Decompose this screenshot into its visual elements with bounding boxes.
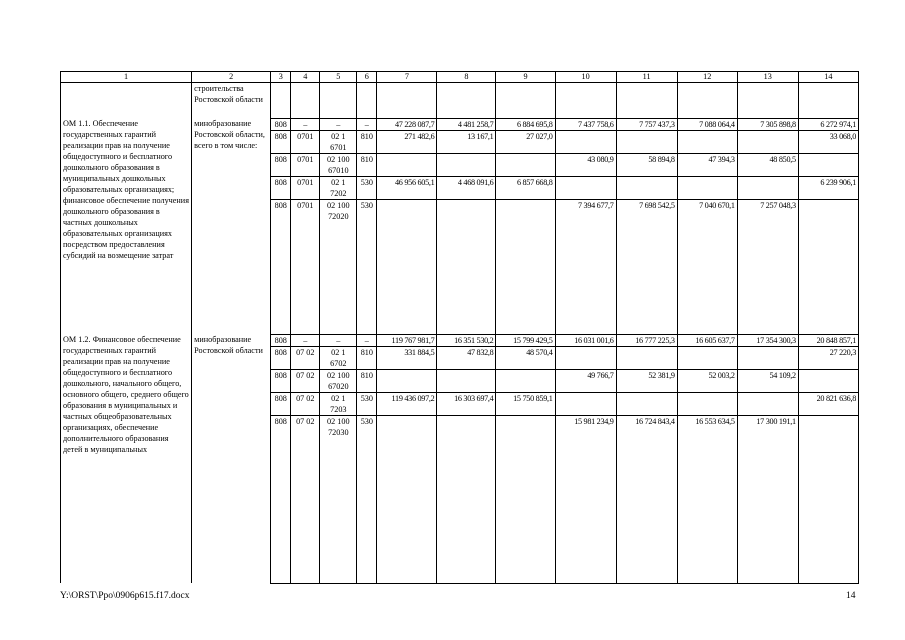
amount-cell xyxy=(377,153,437,176)
code-c3: 808 xyxy=(271,369,291,392)
amount-cell xyxy=(555,346,616,369)
code-c6: 810 xyxy=(357,130,377,153)
amount-cell xyxy=(737,176,798,199)
amount-cell: 4 468 091,6 xyxy=(437,176,496,199)
code-c4: 07 02 xyxy=(291,392,320,415)
code-c6: – xyxy=(357,334,377,346)
carry-over-row xyxy=(61,83,859,119)
column-header: 13 xyxy=(737,72,798,83)
amount-cell: 7 698 542,5 xyxy=(616,199,677,334)
amount-cell: 119 436 097,2 xyxy=(377,392,437,415)
amount-cell xyxy=(377,369,437,392)
code-c3: 808 xyxy=(271,415,291,583)
code-c4: 0701 xyxy=(291,130,320,153)
amount-cell xyxy=(798,415,858,583)
code-c6: 530 xyxy=(357,199,377,334)
amount-cell: 46 956 605,1 xyxy=(377,176,437,199)
footer-page-number: 14 xyxy=(846,591,856,601)
amount-cell: 7 040 670,1 xyxy=(677,199,737,334)
measure-description: ОМ 1.1. Обеспечение государственных гарантий реализации прав на получение общедоступного и бесплатного дошкольного образования в муниципальных дошкольных образовательных организациях; финансовое обеспечение получения дошкольного образования в частных дошкольных образовательных организациях посредством предоставления субсидий на возмещение затрат xyxy=(61,118,192,334)
header-row xyxy=(61,72,859,83)
amount-cell: 52 381,9 xyxy=(616,369,677,392)
column-header: 6 xyxy=(357,72,377,83)
amount-cell xyxy=(737,392,798,415)
amount-cell: 13 167,1 xyxy=(437,130,496,153)
code-c3: 808 xyxy=(271,334,291,346)
amount-cell: 17 354 300,3 xyxy=(737,334,798,346)
amount-cell: 7 437 758,6 xyxy=(555,118,616,130)
amount-cell xyxy=(677,176,737,199)
amount-cell: 7 305 898,8 xyxy=(737,118,798,130)
amount-cell: 15 981 234,9 xyxy=(555,415,616,583)
amount-cell: 7 757 437,3 xyxy=(616,118,677,130)
code-c5: 02 1 6701 xyxy=(320,130,357,153)
code-c5: 02 100 67020 xyxy=(320,369,357,392)
amount-cell: 27 027,0 xyxy=(496,130,555,153)
amount-cell: 6 272 974,1 xyxy=(798,118,858,130)
amount-cell: 58 894,8 xyxy=(616,153,677,176)
code-c3: 808 xyxy=(271,130,291,153)
amount-cell xyxy=(616,392,677,415)
amount-cell xyxy=(798,153,858,176)
amount-cell xyxy=(496,369,555,392)
column-header: 5 xyxy=(320,72,357,83)
amount-cell xyxy=(496,199,555,334)
amount-cell: 48 850,5 xyxy=(737,153,798,176)
amount-cell xyxy=(677,346,737,369)
code-c3: 808 xyxy=(271,153,291,176)
amount-cell xyxy=(677,392,737,415)
amount-cell: 20 848 857,1 xyxy=(798,334,858,346)
amount-cell: 16 303 697,4 xyxy=(437,392,496,415)
code-c6: 530 xyxy=(357,415,377,583)
amount-cell: 16 605 637,7 xyxy=(677,334,737,346)
column-header: 14 xyxy=(798,72,858,83)
amount-cell xyxy=(737,130,798,153)
code-c4: – xyxy=(291,118,320,130)
table-row xyxy=(61,118,859,130)
amount-cell: 15 799 429,5 xyxy=(496,334,555,346)
amount-cell: 48 570,4 xyxy=(496,346,555,369)
code-c6: 530 xyxy=(357,176,377,199)
code-c5: 02 1 7203 xyxy=(320,392,357,415)
carry-over-col2: строительства Ростовской области xyxy=(192,83,271,119)
amount-cell: 17 300 191,1 xyxy=(737,415,798,583)
amount-cell: 6 884 695,8 xyxy=(496,118,555,130)
code-c4: 07 02 xyxy=(291,369,320,392)
amount-cell xyxy=(437,369,496,392)
amount-cell: 47 832,8 xyxy=(437,346,496,369)
amount-cell: 27 220,3 xyxy=(798,346,858,369)
amount-cell xyxy=(437,153,496,176)
amount-cell: 16 031 001,6 xyxy=(555,334,616,346)
code-c3: 808 xyxy=(271,346,291,369)
column-header: 8 xyxy=(437,72,496,83)
amount-cell: 331 884,5 xyxy=(377,346,437,369)
amount-cell: 16 777 225,3 xyxy=(616,334,677,346)
code-c6: – xyxy=(357,118,377,130)
code-c5: 02 100 72030 xyxy=(320,415,357,583)
amount-cell xyxy=(377,199,437,334)
amount-cell xyxy=(377,415,437,583)
code-c6: 810 xyxy=(357,369,377,392)
code-c5: 02 1 6702 xyxy=(320,346,357,369)
code-c6: 530 xyxy=(357,392,377,415)
amount-cell: 6 857 668,8 xyxy=(496,176,555,199)
column-header: 1 xyxy=(61,72,192,83)
amount-cell xyxy=(616,346,677,369)
amount-cell: 43 080,9 xyxy=(555,153,616,176)
column-header: 11 xyxy=(616,72,677,83)
amount-cell: 271 482,6 xyxy=(377,130,437,153)
budget-table xyxy=(60,71,859,584)
amount-cell: 6 239 906,1 xyxy=(798,176,858,199)
code-c4: 0701 xyxy=(291,176,320,199)
amount-cell: 7 088 064,4 xyxy=(677,118,737,130)
code-c5: – xyxy=(320,118,357,130)
amount-cell xyxy=(677,130,737,153)
code-c3: 808 xyxy=(271,199,291,334)
amount-cell: 7 257 048,3 xyxy=(737,199,798,334)
code-c5: 02 1 7202 xyxy=(320,176,357,199)
amount-cell: 54 109,2 xyxy=(737,369,798,392)
amount-cell: 47 394,3 xyxy=(677,153,737,176)
amount-cell: 49 766,7 xyxy=(555,369,616,392)
responsible-executor: минобразование Ростовской области xyxy=(192,334,271,583)
amount-cell: 119 767 981,7 xyxy=(377,334,437,346)
code-c6: 810 xyxy=(357,153,377,176)
amount-cell xyxy=(496,415,555,583)
column-header: 2 xyxy=(192,72,271,83)
amount-cell: 47 228 087,7 xyxy=(377,118,437,130)
column-header: 10 xyxy=(555,72,616,83)
amount-cell xyxy=(555,392,616,415)
amount-cell xyxy=(798,199,858,334)
code-c5: 02 100 67010 xyxy=(320,153,357,176)
amount-cell xyxy=(616,130,677,153)
code-c4: 0701 xyxy=(291,199,320,334)
measure-description: ОМ 1.2. Финансовое обеспечение государственных гарантий реализации прав на получение общедоступного и бесплатного дошкольного, начального общего, основного общего, среднего общего образования в муниципальных и частных общеобразовательных организациях, обеспечение дополнительного образования детей в муниципальных xyxy=(61,334,192,583)
amount-cell xyxy=(555,130,616,153)
code-c4: 07 02 xyxy=(291,346,320,369)
code-c3: 808 xyxy=(271,392,291,415)
code-c4: – xyxy=(291,334,320,346)
code-c3: 808 xyxy=(271,176,291,199)
amount-cell xyxy=(616,176,677,199)
amount-cell: 16 724 843,4 xyxy=(616,415,677,583)
code-c5: – xyxy=(320,334,357,346)
amount-cell xyxy=(737,346,798,369)
amount-cell: 52 003,2 xyxy=(677,369,737,392)
column-header: 12 xyxy=(677,72,737,83)
amount-cell xyxy=(555,176,616,199)
amount-cell xyxy=(798,369,858,392)
amount-cell xyxy=(437,199,496,334)
code-c3: 808 xyxy=(271,118,291,130)
column-header: 4 xyxy=(291,72,320,83)
amount-cell: 4 481 258,7 xyxy=(437,118,496,130)
table-row xyxy=(61,334,859,346)
amount-cell: 16 553 634,5 xyxy=(677,415,737,583)
responsible-executor: минобразование Ростовской области, всего в том числе: xyxy=(192,118,271,334)
amount-cell: 16 351 530,2 xyxy=(437,334,496,346)
carry-over-col1 xyxy=(61,83,192,119)
table-body xyxy=(61,83,859,584)
code-c4: 0701 xyxy=(291,153,320,176)
column-header: 9 xyxy=(496,72,555,83)
amount-cell: 7 394 677,7 xyxy=(555,199,616,334)
code-c5: 02 100 72020 xyxy=(320,199,357,334)
amount-cell xyxy=(496,153,555,176)
code-c6: 810 xyxy=(357,346,377,369)
column-header: 7 xyxy=(377,72,437,83)
amount-cell: 33 068,0 xyxy=(798,130,858,153)
amount-cell xyxy=(437,415,496,583)
amount-cell: 15 750 859,1 xyxy=(496,392,555,415)
amount-cell: 20 821 636,8 xyxy=(798,392,858,415)
code-c4: 07 02 xyxy=(291,415,320,583)
footer-file-path: Y:\ORST\Ppo\0906p615.f17.docx xyxy=(60,591,190,601)
table-header xyxy=(61,72,859,83)
column-header: 3 xyxy=(271,72,291,83)
